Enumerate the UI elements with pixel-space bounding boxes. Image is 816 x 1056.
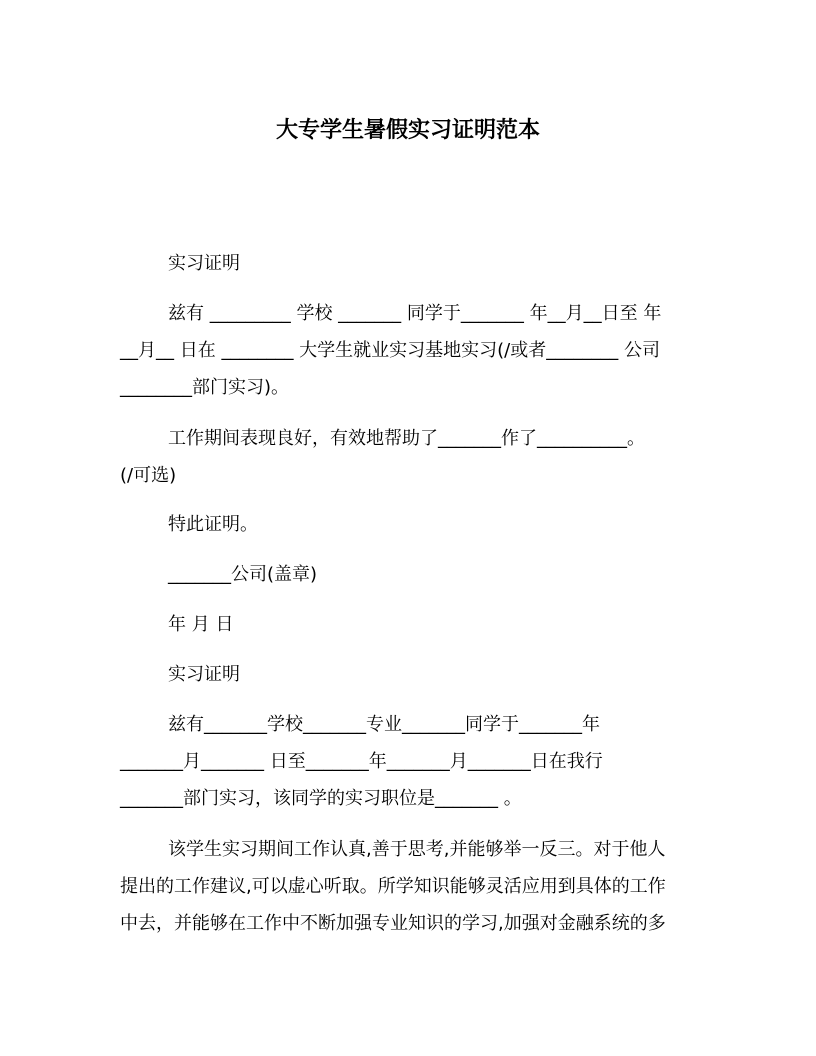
text-line: 提出的工作建议,可以虚心听取。所学知识能够灵活应用到具体的工作 — [120, 876, 666, 897]
text-line: ________部门实习)。 — [120, 377, 290, 398]
paragraph-evaluation — [120, 831, 696, 942]
text-line: _______公司(盖章) — [168, 564, 318, 585]
paragraph-heading-2 — [120, 656, 696, 693]
paragraph-date — [120, 606, 696, 643]
text-line: _______部门实习，该同学的实习职位是_______ 。 — [120, 788, 522, 809]
document-title: 大专学生暑假实习证明范本 — [275, 118, 540, 143]
text-line: 中去，并能够在工作中不断加强专业知识的学习,加强对金融系统的多 — [120, 913, 666, 934]
text-line: 特此证明。 — [168, 514, 258, 535]
text-line: 年 月 日 — [168, 614, 234, 635]
paragraph-heading-1 — [120, 245, 696, 282]
paragraph-fill-in-1 — [120, 295, 696, 406]
paragraph-performance — [120, 420, 696, 494]
paragraph-fill-in-2 — [120, 706, 696, 817]
text-line: 该学生实习期间工作认真,善于思考,并能够举一反三。对于他人 — [168, 839, 666, 860]
text-line: __月__ 日在 ________ 大学生就业实习基地实习(/或者________ 公司 — [120, 340, 660, 361]
text-line: 兹有_______学校_______专业_______同学于_______年 — [168, 714, 600, 735]
text-line: 实习证明 — [168, 664, 240, 685]
text-line: _______月_______ 日至_______年_______月_______日在我行 — [120, 751, 603, 772]
text-line: (/可选) — [120, 465, 177, 486]
text-line: 工作期间表现良好，有效地帮助了_______作了__________。 — [168, 428, 645, 449]
text-line: 实习证明 — [168, 253, 240, 274]
text-line: 兹有 _________ 学校 _______ 同学于_______ 年__月__日至 年 — [168, 303, 662, 324]
paragraph-certify — [120, 506, 696, 543]
paragraph-company-seal — [120, 556, 696, 593]
